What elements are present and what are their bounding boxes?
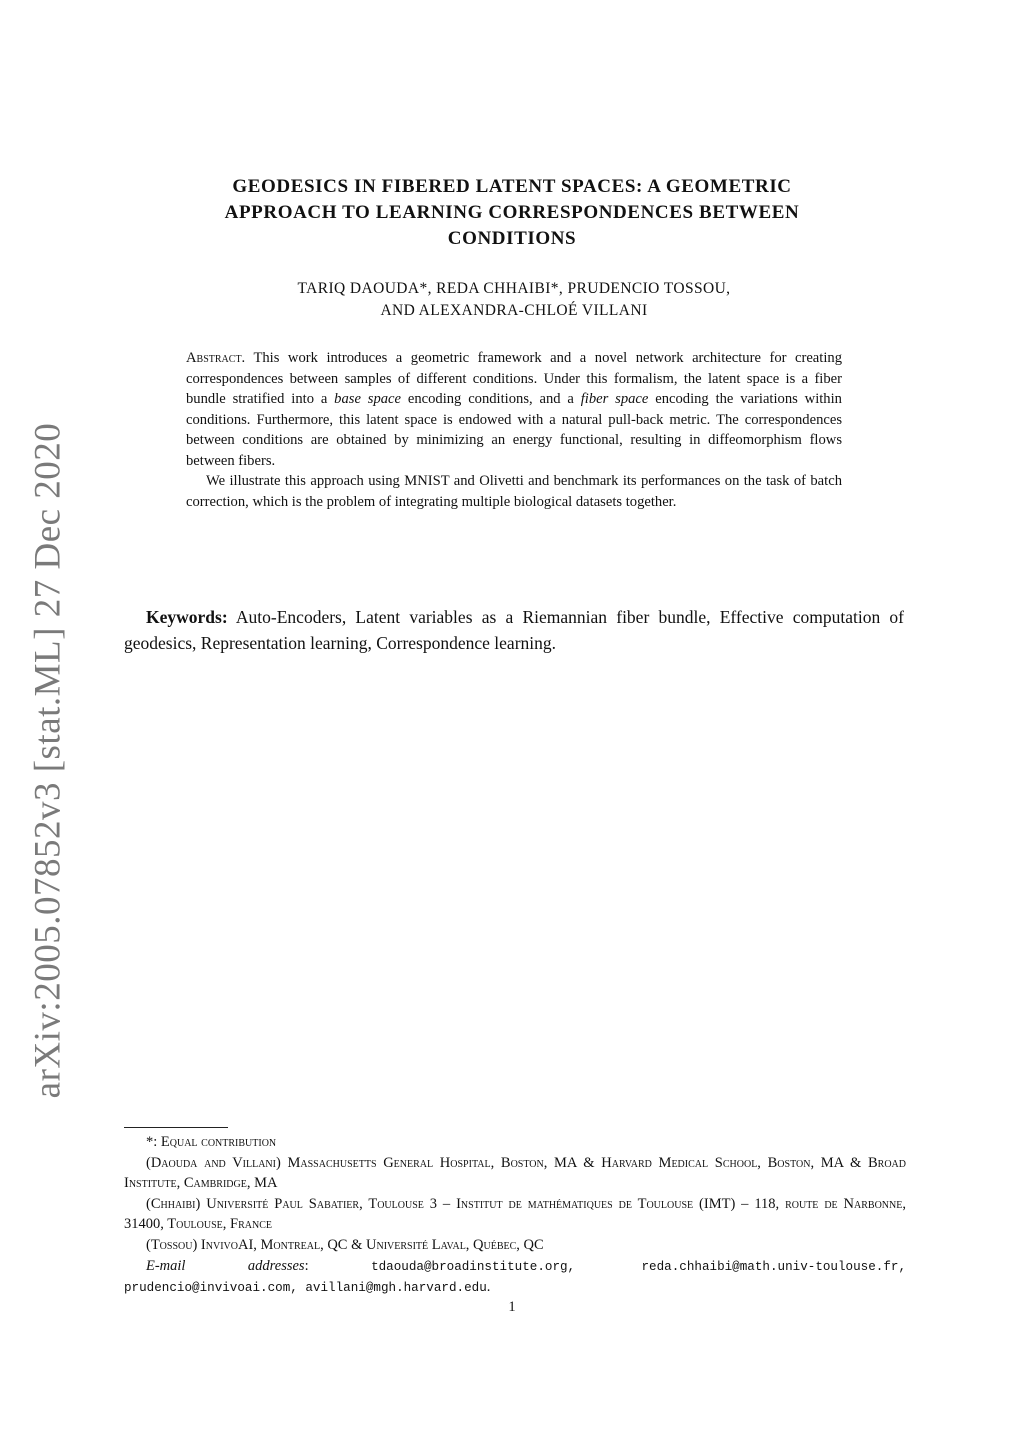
abstract-heading: Abstract. xyxy=(186,350,246,366)
author-line: AND ALEXANDRA-CHLOÉ VILLANI xyxy=(380,302,648,319)
keywords xyxy=(124,604,904,656)
author-list xyxy=(200,278,828,322)
email-label: E-mail addresses xyxy=(146,1257,305,1274)
abstract-text: encoding conditions, and a xyxy=(401,391,581,407)
abstract-paragraph-2: We illustrate this approach using MNIST and Olivetti and benchmark its performances on the task of batch correction, which is the problem of integrating multiple biological datasets together. xyxy=(186,473,842,510)
abstract-emphasis: fiber space xyxy=(580,391,649,407)
keywords-label: Keywords: xyxy=(146,607,228,627)
author-line: TARIQ DAOUDA*, REDA CHHAIBI*, PRUDENCIO TOSSOU, xyxy=(297,280,731,297)
title-line: GEODESICS IN FIBERED LATENT SPACES: A GEOMETRIC xyxy=(232,176,792,197)
arxiv-sidebar xyxy=(20,422,76,1098)
paper-title xyxy=(140,174,884,252)
email-terminator: . xyxy=(486,1279,491,1296)
abstract-emphasis: base space xyxy=(334,391,401,407)
footnote-affiliation-daouda-villani: (Daouda and Villani) Massachusetts General Hospital, Boston, MA & Harvard Medical School, Boston, MA & Broad Institute, Cambridge, MA xyxy=(124,1154,906,1192)
footnote-equal-contribution: *: Equal contribution xyxy=(146,1134,277,1150)
title-line: CONDITIONS xyxy=(447,228,577,249)
page-number: 1 xyxy=(508,1299,516,1315)
keywords-text: Auto-Encoders, Latent variables as a Riemannian fiber bundle, Effective computation of geodesics, Representation learning, Correspondence learning. xyxy=(124,607,904,653)
footnote-emails: E-mail addresses: tdaouda@broadinstitute.org, reda.chhaibi@math.univ-toulouse.fr, prudencio@invivoai.com, avillani@mgh.harvard.edu. xyxy=(124,1257,907,1296)
abstract-text: encoding the variations within conditions. Furthermore, this latent space is endowed with a natural pull-back metric. The correspondences between conditions are obtained by minimizing an energy functional, resulting in diffeomorphism flows between fibers. xyxy=(186,391,842,469)
title-line: APPROACH TO LEARNING CORRESPONDENCES BETWEEN xyxy=(224,202,800,223)
footnote-affiliation-chhaibi: (Chhaibi) Université Paul Sabatier, Toulouse 3 – Institut de mathématiques de Toulouse (IMT) – 118, route de Narbonne, 31400, Toulouse, France xyxy=(124,1195,906,1233)
abstract xyxy=(186,348,842,512)
abstract-paragraph-1 xyxy=(186,348,842,471)
footnote-rule xyxy=(124,1127,228,1128)
footnotes xyxy=(124,1132,906,1299)
email-addresses: tdaouda@broadinstitute.org, reda.chhaibi@math.univ-toulouse.fr, prudencio@invivoai.com, avillani@mgh.harvard.edu xyxy=(124,1259,907,1296)
footnote-affiliation-tossou: (Tossou) InvivoAI, Montreal, QC & Université Laval, Québec, QC xyxy=(146,1236,544,1253)
arxiv-identifier: arXiv:2005.07852v3 [stat.ML] 27 Dec 2020 xyxy=(27,422,69,1098)
abstract-text: This work introduces a geometric framework and a novel network architecture for creating correspondences between samples of different conditions. Under this formalism, the latent space is a fiber bundle stratified into a xyxy=(186,350,842,407)
